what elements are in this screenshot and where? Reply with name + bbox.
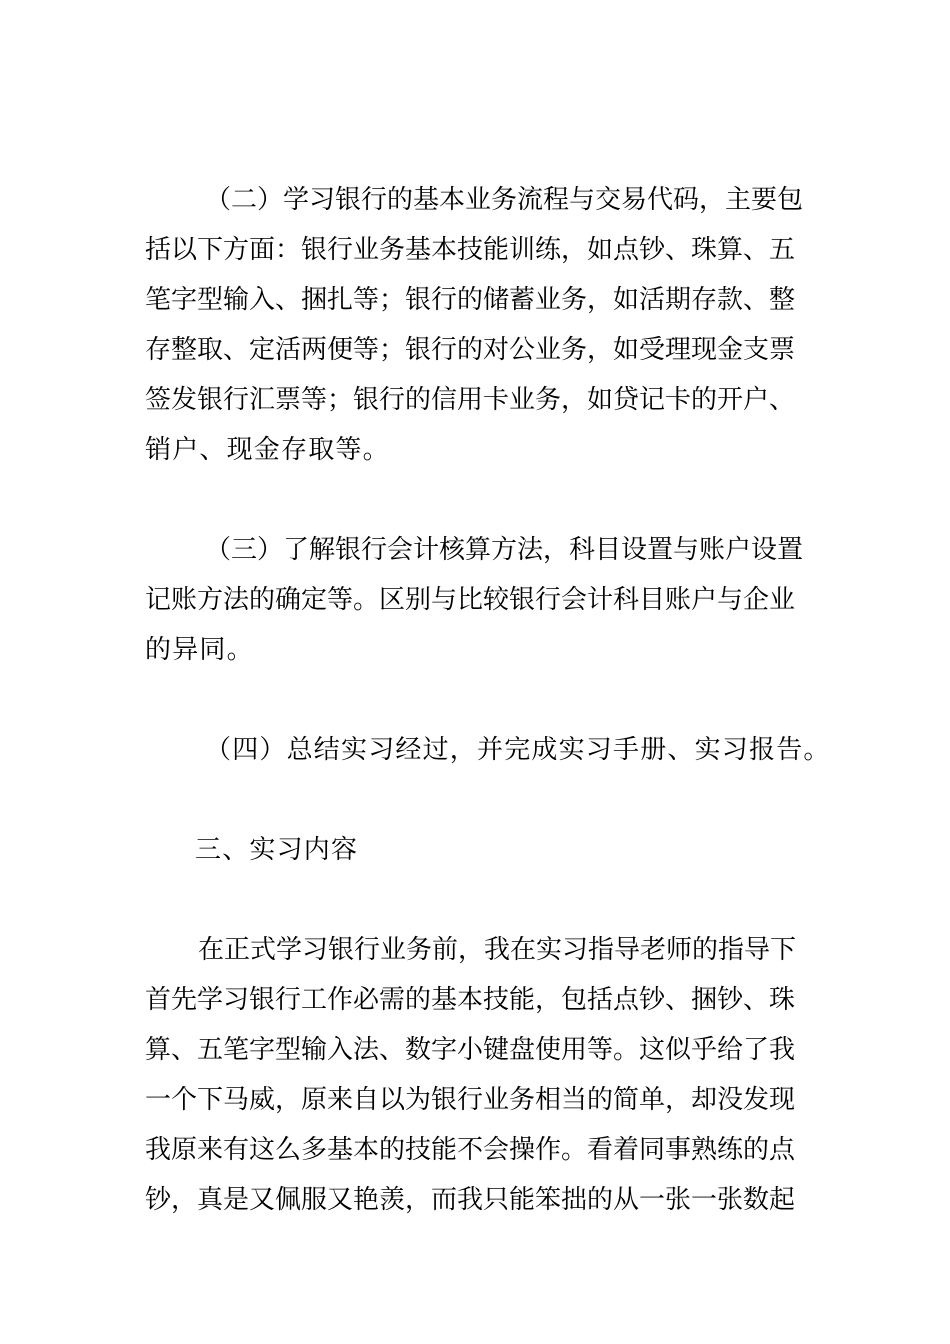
paragraph-line: 首先学习银行工作必需的基本技能，包括点钞、捆钞、珠	[145, 985, 796, 1015]
paragraph-line: （四）总结实习经过，并完成实习手册、实习报告。	[205, 735, 831, 765]
paragraph-line: 笔字型输入、捆扎等；银行的储蓄业务，如活期存款、整	[145, 285, 796, 315]
section-heading: 三、实习内容	[195, 835, 359, 865]
paragraph-line: 算、五笔字型输入法、数字小键盘使用等。这似乎给了我	[145, 1035, 796, 1065]
paragraph-line: （二）学习银行的基本业务流程与交易代码，主要包	[205, 185, 804, 215]
paragraph-line: 签发银行汇票等；银行的信用卡业务，如贷记卡的开户、	[145, 385, 796, 415]
paragraph-line: 钞，真是又佩服又艳羡，而我只能笨拙的从一张一张数起	[145, 1185, 796, 1215]
paragraph-line: 记账方法的确定等。区别与比较银行会计科目账户与企业	[145, 585, 796, 615]
paragraph-line: 存整取、定活两便等；银行的对公业务，如受理现金支票	[145, 335, 796, 365]
paragraph-line: （三）了解银行会计核算方法，科目设置与账户设置	[205, 535, 804, 565]
paragraph-line: 的异同。	[145, 635, 254, 665]
paragraph-line: 在正式学习银行业务前，我在实习指导老师的指导下	[198, 935, 797, 965]
paragraph-line: 括以下方面：银行业务基本技能训练，如点钞、珠算、五	[145, 235, 796, 265]
paragraph-line: 一个下马威，原来自以为银行业务相当的简单，却没发现	[145, 1085, 796, 1115]
paragraph-line: 销户、现金存取等。	[145, 435, 390, 465]
paragraph-line: 我原来有这么多基本的技能不会操作。看着同事熟练的点	[145, 1135, 796, 1165]
